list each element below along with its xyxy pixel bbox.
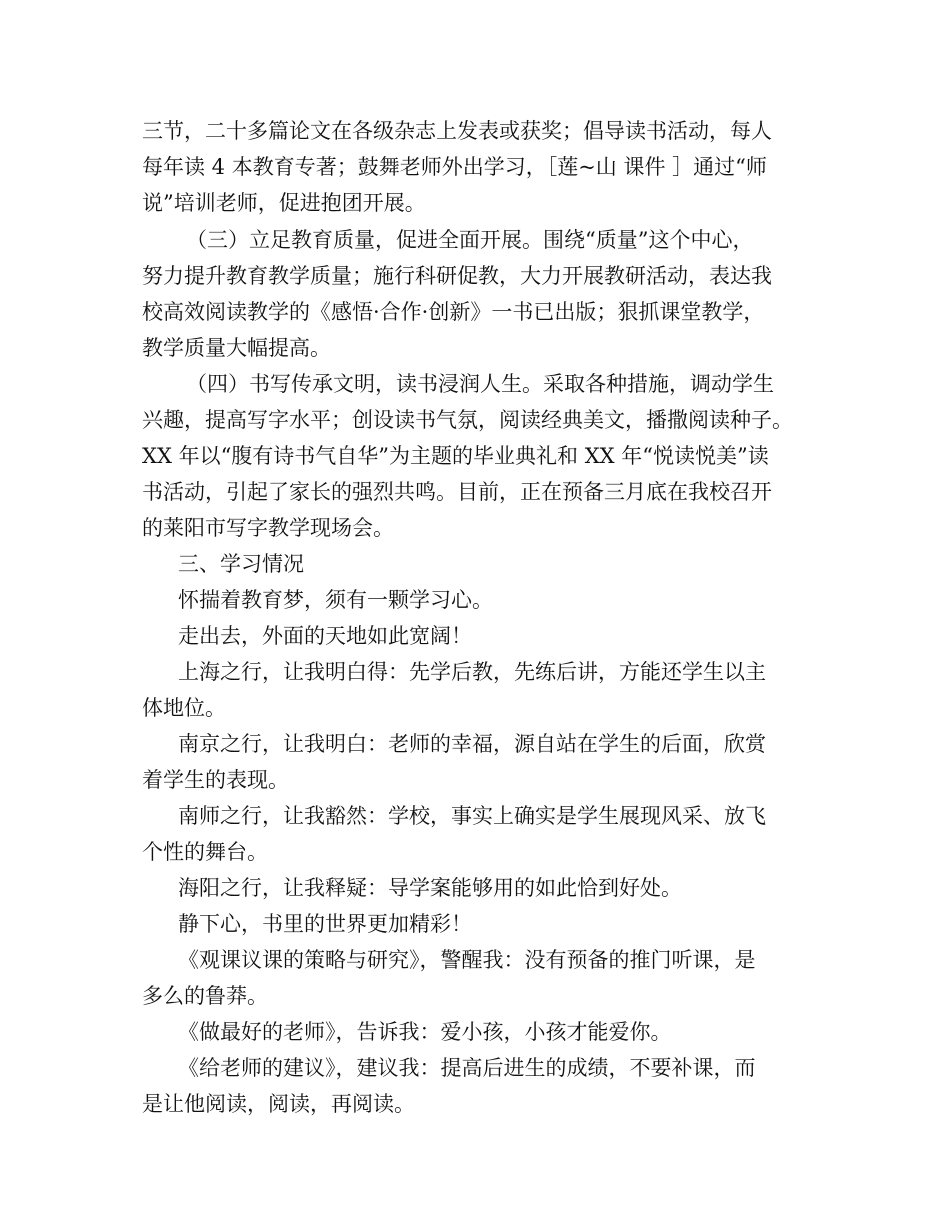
text-line: 上海之行，让我明白得：先学后教，先练后讲，方能还学生以主	[178, 660, 766, 684]
text-line: 多么的鲁莽。	[142, 984, 268, 1008]
text-line: 校高效阅读教学的《感悟·合作·创新》一书已出版；狠抓课堂教学，	[142, 300, 765, 324]
text-line: XX 年以“腹有诗书气自华”为主题的毕业典礼和 XX 年“悦读悦美”读	[142, 444, 769, 468]
text-line: 《做最好的老师》，告诉我：爱小孩，小孩才能爱你。	[178, 1020, 672, 1044]
text-line: 走出去，外面的天地如此宽阔！	[178, 624, 472, 648]
text-line: 三节，二十多篇论文在各级杂志上发表或获奖；倡导读书活动，每人	[142, 119, 772, 143]
text-line: 努力提升教育教学质量；施行科研促教，大力开展教研活动，表达我	[142, 264, 772, 288]
text-line: 说”培训老师，促进抱团开展。	[142, 191, 426, 215]
text-line: 兴趣，提高写字水平；创设读书气氛，阅读经典美文，播撒阅读种子。	[142, 408, 793, 432]
text-line: （三）立足教育质量，促进全面开展。围绕“质量”这个中心，	[186, 228, 754, 252]
text-line: 每年读 4 本教育专著；鼓舞老师外出学习，［莲~山 课件 ］通过“师	[142, 155, 767, 179]
text-line: 静下心，书里的世界更加精彩！	[178, 912, 472, 936]
text-line: 的莱阳市写字教学现场会。	[142, 516, 394, 540]
text-line: 个性的舞台。	[142, 840, 268, 864]
text-line: （四）书写传承文明，读书浸润人生。采取各种措施，调动学生	[186, 372, 774, 396]
text-line: 怀揣着教育梦，须有一颗学习心。	[178, 588, 493, 612]
text-line: 南京之行，让我明白：老师的幸福，源自站在学生的后面，欣赏	[178, 732, 766, 756]
text-line: 着学生的表现。	[142, 768, 289, 792]
section-heading: 三、学习情况	[178, 552, 304, 576]
text-line: 是让他阅读，阅读，再阅读。	[142, 1092, 415, 1116]
text-line: 教学质量大幅提高。	[142, 336, 331, 360]
text-line: 体地位。	[142, 696, 226, 720]
text-line: 南师之行，让我豁然：学校，事实上确实是学生展现风采、放飞	[178, 804, 766, 828]
text-line: 《观课议课的策略与研究》，警醒我：没有预备的推门听课，是	[178, 948, 756, 972]
text-line: 书活动，引起了家长的强烈共鸣。目前，正在预备三月底在我校召开	[142, 480, 772, 504]
text-line: 《给老师的建议》，建议我：提高后进生的成绩，不要补课，而	[178, 1056, 756, 1080]
text-line: 海阳之行，让我释疑：导学案能够用的如此恰到好处。	[178, 876, 682, 900]
